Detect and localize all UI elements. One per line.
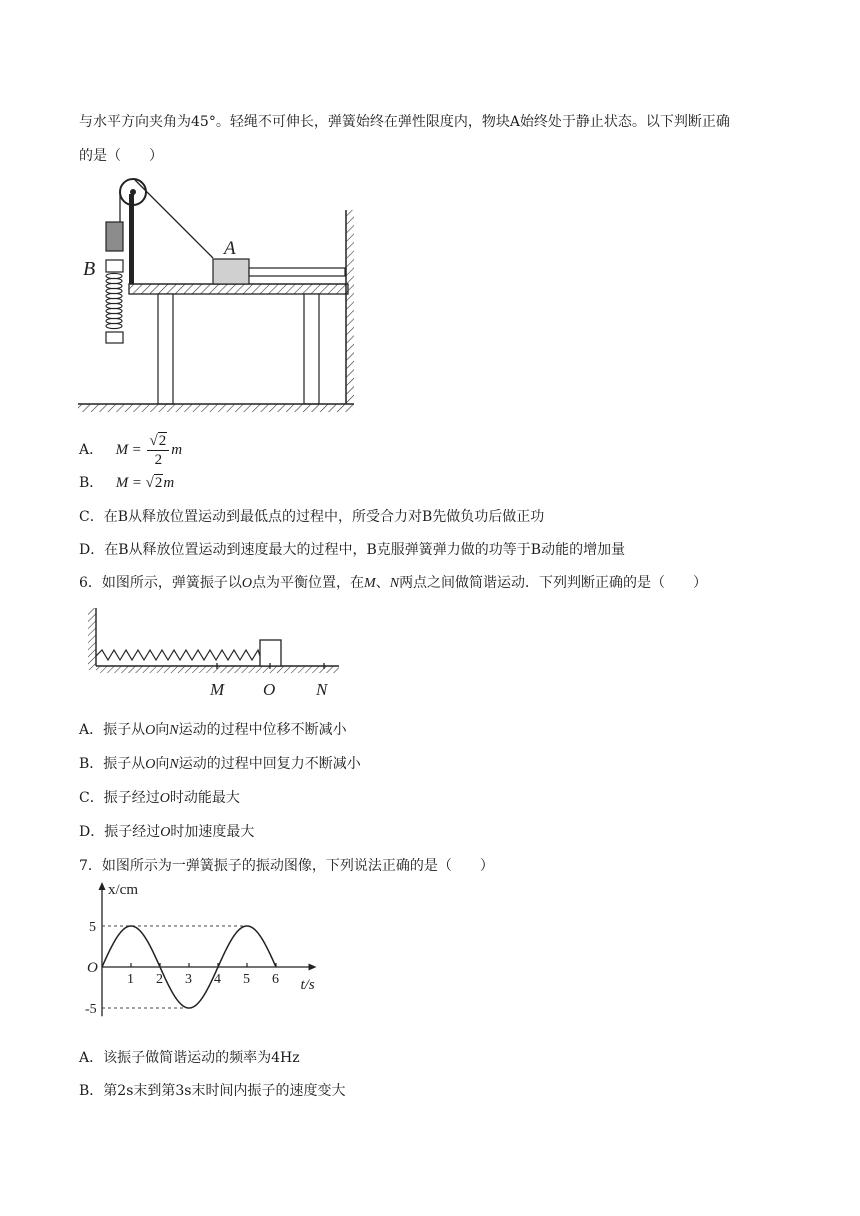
- q6-stem: 6．如图所示，弹簧振子以O点为平衡位置，在M、N两点之间做简谐运动．下列判断正确的是（ ）: [79, 575, 708, 591]
- q5-stem-line2: 的是（ ）: [79, 148, 163, 164]
- q6-option-a[interactable]: A．振子从O向N运动的过程中位移不断减小: [79, 722, 347, 738]
- x-tick-label: 4: [214, 972, 221, 987]
- block-b: [106, 222, 123, 251]
- label-o: O: [263, 680, 276, 699]
- q6-option-d[interactable]: D．振子经过O时加速度最大: [79, 824, 255, 840]
- q5-stem-line1: 与水平方向夹角为45°。轻绳不可伸长，弹簧始终在弹性限度内，物块A始终处于静止状态。以下判断正确: [79, 114, 730, 130]
- fraction: $\frac{√2}{2}$: [147, 432, 169, 469]
- q6-figure: [84, 604, 346, 700]
- q6-option-b[interactable]: B．振子从O向N运动的过程中回复力不断减小: [79, 756, 361, 772]
- x-tick-label: 5: [243, 972, 250, 987]
- block-a: [213, 259, 249, 284]
- x-tick-label: 1: [127, 972, 134, 987]
- q7-vibration-graph: [80, 880, 340, 1020]
- origin-label: O: [87, 960, 98, 976]
- label-a: A: [224, 238, 236, 259]
- q6-option-c[interactable]: C．振子经过O时动能最大: [79, 790, 240, 806]
- x-tick-label: 2: [156, 972, 163, 987]
- q7-option-b[interactable]: B．第2s末到第3s末时间内振子的速度变大: [79, 1083, 346, 1099]
- y-axis-arrow: [99, 882, 106, 890]
- q5-figure: [76, 172, 366, 420]
- q7-stem: 7．如图所示为一弹簧振子的振动图像，下列说法正确的是（ ）: [79, 858, 494, 874]
- table-top: [129, 284, 348, 294]
- x-axis-arrow: [309, 964, 317, 971]
- table-leg-left: [158, 294, 173, 404]
- spring: [96, 650, 260, 660]
- q5-option-b[interactable]: B． M = √2m: [79, 475, 175, 491]
- horizontal-spring: [249, 268, 345, 276]
- pulley-post: [129, 194, 134, 284]
- y-tick-label: 5: [89, 920, 96, 935]
- x-tick-label: 6: [272, 972, 279, 987]
- q5-option-d[interactable]: D．在B从释放位置运动到速度最大的过程中，B克服弹簧弹力做的功等于B动能的增加量: [79, 542, 626, 558]
- q5-option-c[interactable]: C．在B从释放位置运动到最低点的过程中，所受合力对B先做负功后做正功: [79, 509, 545, 525]
- square-root: √2: [145, 475, 163, 491]
- label-n: N: [316, 680, 328, 699]
- x-axis-label: t/s: [300, 977, 315, 993]
- label-m: M: [210, 680, 225, 699]
- spring-b: [106, 273, 122, 328]
- x-tick-label: 3: [185, 972, 192, 987]
- q5-option-a[interactable]: A． M = $\frac{√2}{2}$ m: [79, 432, 183, 468]
- rope: [135, 180, 213, 258]
- y-axis-label: x/cm: [108, 882, 138, 898]
- label-b: B: [83, 258, 96, 280]
- oscillator-block: [260, 640, 281, 666]
- q7-option-a[interactable]: A．该振子做简谐运动的频率为4Hz: [79, 1050, 300, 1066]
- table-leg-right: [304, 294, 319, 404]
- y-tick-label: -5: [85, 1002, 97, 1017]
